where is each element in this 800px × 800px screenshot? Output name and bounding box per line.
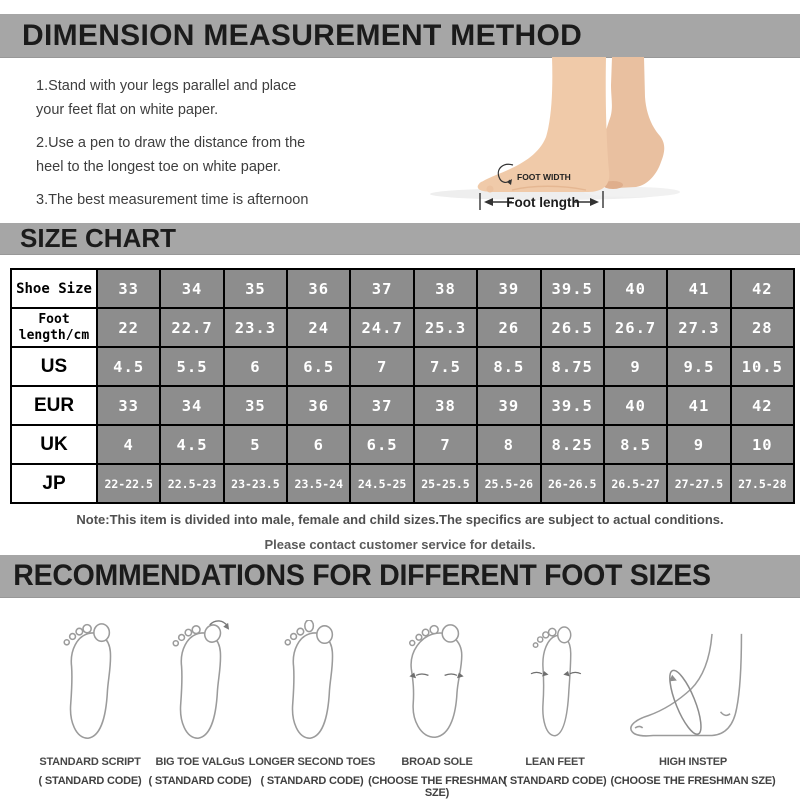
foot-high-instep-icon bbox=[603, 610, 783, 746]
foot-measure-photo bbox=[400, 57, 800, 217]
size-cell: 38 bbox=[415, 270, 476, 307]
size-chart-banner bbox=[0, 223, 800, 255]
size-cell: 24 bbox=[288, 309, 349, 346]
size-cell: 7 bbox=[415, 426, 476, 463]
size-cell: 25.3 bbox=[415, 309, 476, 346]
size-cell: 5 bbox=[225, 426, 286, 463]
size-row-label: Shoe Size bbox=[12, 270, 96, 307]
size-cell: 33 bbox=[98, 270, 159, 307]
size-cell: 6 bbox=[288, 426, 349, 463]
size-cell: 39 bbox=[478, 270, 539, 307]
size-cell: 22.7 bbox=[161, 309, 222, 346]
foot-length-label: Foot length bbox=[506, 195, 580, 210]
size-cell: 8.25 bbox=[542, 426, 603, 463]
size-cell: 39.5 bbox=[542, 387, 603, 424]
size-cell: 40 bbox=[605, 387, 666, 424]
size-cell: 26.7 bbox=[605, 309, 666, 346]
size-cell: 26.5-27 bbox=[605, 465, 666, 502]
rec-code: ( STANDARD CODE) bbox=[503, 775, 607, 787]
size-cell: 37 bbox=[351, 270, 412, 307]
rec-code: (CHOOSE THE FRESHMAN SZE) bbox=[368, 775, 506, 799]
rec-code: (CHOOSE THE FRESHMAN SZE) bbox=[610, 775, 776, 787]
rec-code: ( STANDARD CODE) bbox=[260, 775, 364, 787]
step-3: 3.The best measurement time is afternoon bbox=[36, 192, 309, 208]
size-cell: 25.5-26 bbox=[478, 465, 539, 502]
size-cell: 34 bbox=[161, 270, 222, 307]
step-2: 2.Use a pen to draw the distance from the heel to the longest toe on white paper. bbox=[36, 135, 306, 175]
size-cell: 26 bbox=[478, 309, 539, 346]
size-cell: 28 bbox=[732, 309, 793, 346]
step-1: 1.Stand with your legs parallel and place your feet flat on white paper. bbox=[36, 78, 297, 118]
size-row-label: UK bbox=[12, 426, 96, 463]
size-cell: 6.5 bbox=[351, 426, 412, 463]
size-chart-title: SIZE CHART bbox=[20, 223, 176, 253]
size-row-label: EUR bbox=[12, 387, 96, 424]
size-cell: 42 bbox=[732, 387, 793, 424]
size-cell: 8.5 bbox=[478, 348, 539, 385]
size-cell: 8.75 bbox=[542, 348, 603, 385]
size-chart-note-1: Note:This item is divided into male, female and child sizes.The specifics are subject to actual conditions. bbox=[76, 512, 724, 527]
recommendations-banner bbox=[0, 555, 800, 598]
rec-name: BROAD SOLE bbox=[401, 756, 473, 768]
size-cell: 35 bbox=[225, 270, 286, 307]
size-cell: 22 bbox=[98, 309, 159, 346]
foot-width-label: FOOT WIDTH bbox=[517, 172, 571, 182]
size-cell: 22.5-23 bbox=[161, 465, 222, 502]
size-cell: 35 bbox=[225, 387, 286, 424]
size-chart-table bbox=[10, 268, 795, 504]
size-cell: 37 bbox=[351, 387, 412, 424]
size-cell: 6.5 bbox=[288, 348, 349, 385]
size-cell: 9.5 bbox=[668, 348, 729, 385]
size-cell: 26-26.5 bbox=[542, 465, 603, 502]
size-cell: 10 bbox=[732, 426, 793, 463]
size-cell: 42 bbox=[732, 270, 793, 307]
size-cell: 33 bbox=[98, 387, 159, 424]
size-row-label: JP bbox=[12, 465, 96, 502]
size-cell: 23.5-24 bbox=[288, 465, 349, 502]
size-cell: 6 bbox=[225, 348, 286, 385]
size-cell: 39.5 bbox=[542, 270, 603, 307]
size-cell: 38 bbox=[415, 387, 476, 424]
foot-standard-icon bbox=[18, 610, 162, 746]
rec-item-lean-feet bbox=[492, 610, 618, 787]
size-cell: 7.5 bbox=[415, 348, 476, 385]
rec-name: HIGH INSTEP bbox=[658, 756, 728, 768]
size-cell: 39 bbox=[478, 387, 539, 424]
measurement-steps bbox=[36, 74, 314, 221]
rec-name: LEAN FEET bbox=[525, 756, 585, 768]
size-cell: 41 bbox=[668, 387, 729, 424]
size-cell: 27.3 bbox=[668, 309, 729, 346]
rec-code: ( STANDARD CODE) bbox=[38, 775, 142, 787]
size-cell: 5.5 bbox=[161, 348, 222, 385]
size-cell: 25-25.5 bbox=[415, 465, 476, 502]
recommendations-title: RECOMMENDATIONS FOR DIFFERENT FOOT SIZES bbox=[13, 559, 711, 592]
size-cell: 10.5 bbox=[732, 348, 793, 385]
rec-name: STANDARD SCRIPT bbox=[39, 756, 141, 768]
size-cell: 36 bbox=[288, 387, 349, 424]
size-cell: 24.5-25 bbox=[351, 465, 412, 502]
size-row-label: Foot length/cm bbox=[12, 309, 96, 346]
size-row-label: US bbox=[12, 348, 96, 385]
size-cell: 36 bbox=[288, 270, 349, 307]
size-cell: 23.3 bbox=[225, 309, 286, 346]
dimension-method-title: DIMENSION MEASUREMENT METHOD bbox=[22, 18, 583, 52]
feet-photo-illustration-icon bbox=[400, 57, 800, 217]
rec-item-high-instep bbox=[603, 610, 783, 787]
size-chart-note-2: Please contact customer service for details. bbox=[264, 537, 536, 552]
rec-item-standard-script bbox=[18, 610, 162, 787]
size-cell: 26.5 bbox=[542, 309, 603, 346]
size-cell: 4.5 bbox=[161, 426, 222, 463]
size-cell: 24.7 bbox=[351, 309, 412, 346]
size-cell: 4 bbox=[98, 426, 159, 463]
size-cell: 34 bbox=[161, 387, 222, 424]
size-cell: 9 bbox=[605, 348, 666, 385]
size-cell: 22-22.5 bbox=[98, 465, 159, 502]
size-cell: 9 bbox=[668, 426, 729, 463]
rec-name: BIG TOE VALGuS bbox=[155, 756, 245, 768]
size-cell: 8.5 bbox=[605, 426, 666, 463]
rec-code: ( STANDARD CODE) bbox=[148, 775, 252, 787]
size-cell: 27-27.5 bbox=[668, 465, 729, 502]
size-cell: 23-23.5 bbox=[225, 465, 286, 502]
size-cell: 8 bbox=[478, 426, 539, 463]
foot-lean-icon bbox=[492, 610, 618, 746]
size-cell: 7 bbox=[351, 348, 412, 385]
rec-name: LONGER SECOND TOES bbox=[248, 756, 376, 768]
dimension-method-banner bbox=[0, 14, 800, 58]
size-cell: 40 bbox=[605, 270, 666, 307]
size-cell: 27.5-28 bbox=[732, 465, 793, 502]
size-cell: 41 bbox=[668, 270, 729, 307]
size-cell: 4.5 bbox=[98, 348, 159, 385]
